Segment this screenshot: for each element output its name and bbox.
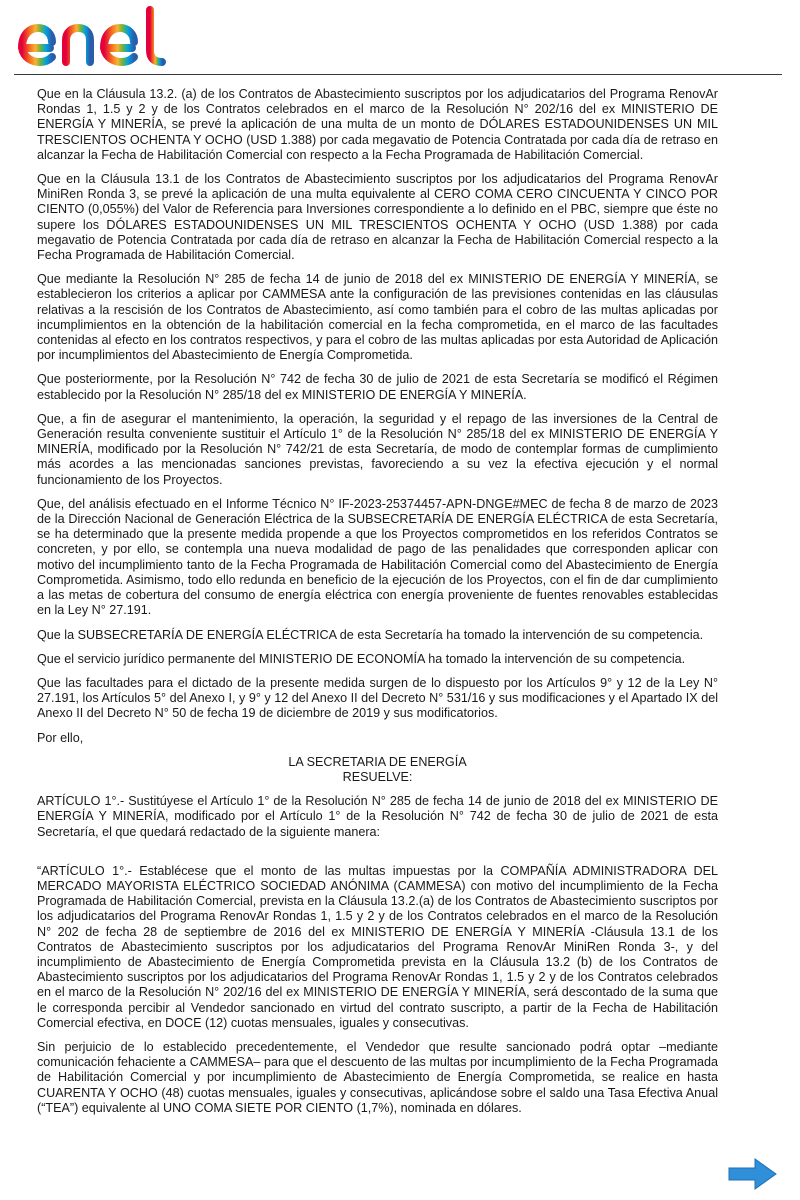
header-divider	[14, 74, 782, 75]
paragraph-subsecretaria: Que la SUBSECRETARÍA DE ENERGÍA ELÉCTRICA de esta Secretaría ha tomado la intervención de su competencia.	[37, 627, 704, 642]
paragraph-clausula-13-1: Que en la Cláusula 13.1 de los Contratos de Abastecimiento suscriptos por los adjudicatarios del Programa RenovAr MiniRen Ronda 3, se prevé la aplicación de una multa equivalente al CERO COMA CERO CINCUENTA Y CINCO POR CIENTO (0,055%) del Valor de Referencia para Inversiones correspondiente a lo definido en el PBC, siempre que éste no supere los DÓLARES ESTADOUNIDENSES UN MIL TRESCIENTOS OCHENTA Y OCHO (USD 1.388) por cada megavatio de Potencia Contratada por cada día de retraso en alcanzar la Fecha de Habilitación Comercial respecto a la Fecha Programada de Habilitación Comercial.	[37, 172, 718, 263]
paragraph-resolucion-742: Que posteriormente, por la Resolución N° 742 de fecha 30 de julio de 2021 de esta Secretaría se modificó el Régimen establecido por la Resolución N° 285/18 del ex MINISTERIO DE ENERGÍA Y MINERÍA.	[37, 372, 718, 402]
final-paragraph: Sin perjuicio de lo establecido precedentemente, el Vendedor que resulte sancionado podrá optar –mediante comunicación fehaciente a CAMMESA– para que el descuento de las multas por incumplimiento de la Fecha Programada de Habilitación Comercial y por incumplimiento de Abastecimiento de Energía Comprometida, se realice en hasta CUARENTA Y OCHO (48) cuotas mensuales, iguales y consecutivas, aplicándose sobre el saldo una Tasa Efectiva Anual (“TEA”) equivalente al UNO COMA SIETE POR CIENTO (1,7%), nominada en dólares.	[37, 1039, 718, 1115]
article-intro: ARTÍCULO 1°.- Sustitúyese el Artículo 1° de la Resolución N° 285 de fecha 14 de junio de 2018 del ex MINISTERIO DE ENERGÍA Y MINERÍA, modificado por el Artículo 1° de la Resolución N° 742 de fecha 30 de julio de 2021 de esta Secretaría, el que quedará redactado de la siguiente manera:	[37, 794, 718, 839]
quoted-article: “ARTÍCULO 1°.- Establécese que el monto de las multas impuestas por la COMPAÑÍA ADMINISTRADORA DEL MERCADO MAYORISTA ELÉCTRICO SOCIEDAD ANÓNIMA (CAMMESA) con motivo del incumplimiento de la Fecha Programada de Habilitación Comercial, prevista en la Cláusula 13.2.(a) de los Contratos de Abastecimiento suscriptos por los adjudicatarios del Programa RenovAr Rondas 1, 1.5 y 2 y de los Contratos celebrados en el marco de la Resolución N° 202 de fecha 28 de septiembre de 2016 del ex MINISTERIO DE ENERGÍA Y MINERÍA -Cláusula 13.1 de los Contratos de Abastecimiento suscriptos por los adjudicatarios del Programa RenovAr MiniRen Ronda 3-, y del incumplimiento de Abastecimiento de Energía Comprometida prevista en la Cláusula 13.2 (b) de los Contratos de Abastecimiento suscriptos por los adjudicatarios del Programa RenovAr Rondas 1, 1.5 y 2 y de los Contratos celebrados en el marco de la Resolución N° 202/16 del ex MINISTERIO DE ENERGÍA Y MINERÍA, será descontado de la suma que le corresponda percibir al Vendedor sancionado en virtud del contrato suscripto, a partir de la Fecha de Habilitación Comercial efectiva, en DOCE (12) cuotas mensuales, iguales y consecutivas.	[37, 863, 718, 1030]
paragraph-clausula-13-2: Que en la Cláusula 13.2. (a) de los Contratos de Abastecimiento suscriptos por los adjudicatarios del Programa RenovAr Rondas 1, 1.5 y 2 y de los Contratos celebrados en el marco de la Resolución N° 202/16 del ex MINISTERIO DE ENERGÍA Y MINERÍA, se prevé la aplicación de una multa de un monto de DÓLARES ESTADOUNIDENSES UN MIL TRESCIENTOS OCHENTA Y OCHO (USD 1.388) por cada megavatio de Potencia Contratada por cada día de retraso en alcanzar la Fecha de Habilitación Comercial con respecto a la Fecha Programada de Habilitación Comercial.	[37, 87, 718, 162]
right-arrow-icon[interactable]	[727, 1156, 779, 1192]
page-header	[0, 0, 800, 76]
document-body	[37, 87, 718, 1125]
resolution-subheading: RESUELVE:	[342, 769, 413, 784]
resolution-heading: LA SECRETARIA DE ENERGÍA	[288, 754, 467, 769]
paragraph-mantenimiento: Que, a fin de asegurar el mantenimiento, la operación, la seguridad y el repago de las inversiones de la Central de Generación resulta conveniente sustituir el Artículo 1° de la Resolución N° 285/18 del ex MINISTERIO DE ENERGÍA Y MINERÍA, modificado por la Resolución N° 742/21 de esta Secretaría, de modo de contemplar formas de cumplimiento más acordes a las mencionadas sanciones previstas, favoreciendo a su vez la efectiva ejecución y el normal funcionamiento de los Proyectos.	[37, 411, 718, 487]
paragraph-informe-tecnico: Que, del análisis efectuado en el Informe Técnico N° IF-2023-25374457-APN-DNGE#MEC de fecha 8 de marzo de 2023 de la Dirección Nacional de Generación Eléctrica de la SUBSECRETARÍA DE ENERGÍA ELÉCTRICA de esta Secretaría, se ha determinado que la presente medida propende a que los Proyectos comprometidos en los referidos Contratos se concreten, y por ello, se contempla una nueva modalidad de pago de las penalidades que corresponden aplicar con motivo del incumplimiento tanto de la Fecha Programada de Habilitación Comercial como del Abastecimiento de Energía Comprometida. Asimismo, todo ello redunda en beneficio de la ejecución de los Proyectos, con el fin de dar cumplimiento a las metas de cobertura del consumo de energía eléctrica con energía proveniente de fuentes renovables establecidas en la Ley N° 27.191.	[37, 496, 718, 618]
paragraph-resolucion-285: Que mediante la Resolución N° 285 de fecha 14 de junio de 2018 del ex MINISTERIO DE ENERGÍA Y MINERÍA, se establecieron los criterios a aplicar por CAMMESA ante la configuración de las previsiones contenidas en las cláusulas relativas a la rescisión de los Contratos de Abastecimiento, así como también para el cobro de las multas aplicadas por incumplimientos en la obtención de la habilitación comercial en la fecha comprometida, en el marco de las facultades contenidas al efecto en los contratos respectivos, y para el cobro de las multas aplicadas por esta Autoridad de Aplicación por incumplimientos del Abastecimiento de Energía Comprometida.	[37, 272, 718, 363]
paragraph-por-ello: Por ello,	[37, 730, 84, 745]
enel-logo	[14, 4, 184, 68]
paragraph-servicio-juridico: Que el servicio jurídico permanente del MINISTERIO DE ECONOMÍA ha tomado la intervención de su competencia.	[37, 651, 686, 666]
paragraph-facultades: Que las facultades para el dictado de la presente medida surgen de lo dispuesto por los Artículos 9° y 12 de la Ley N° 27.191, los Artículos 5° del Anexo I, y 9° y 12 del Anexo II del Decreto N° 531/16 y sus modificaciones y el Apartado IX del Anexo II del Decreto N° 50 de fecha 19 de diciembre de 2019 y sus modificatorios.	[37, 675, 718, 721]
